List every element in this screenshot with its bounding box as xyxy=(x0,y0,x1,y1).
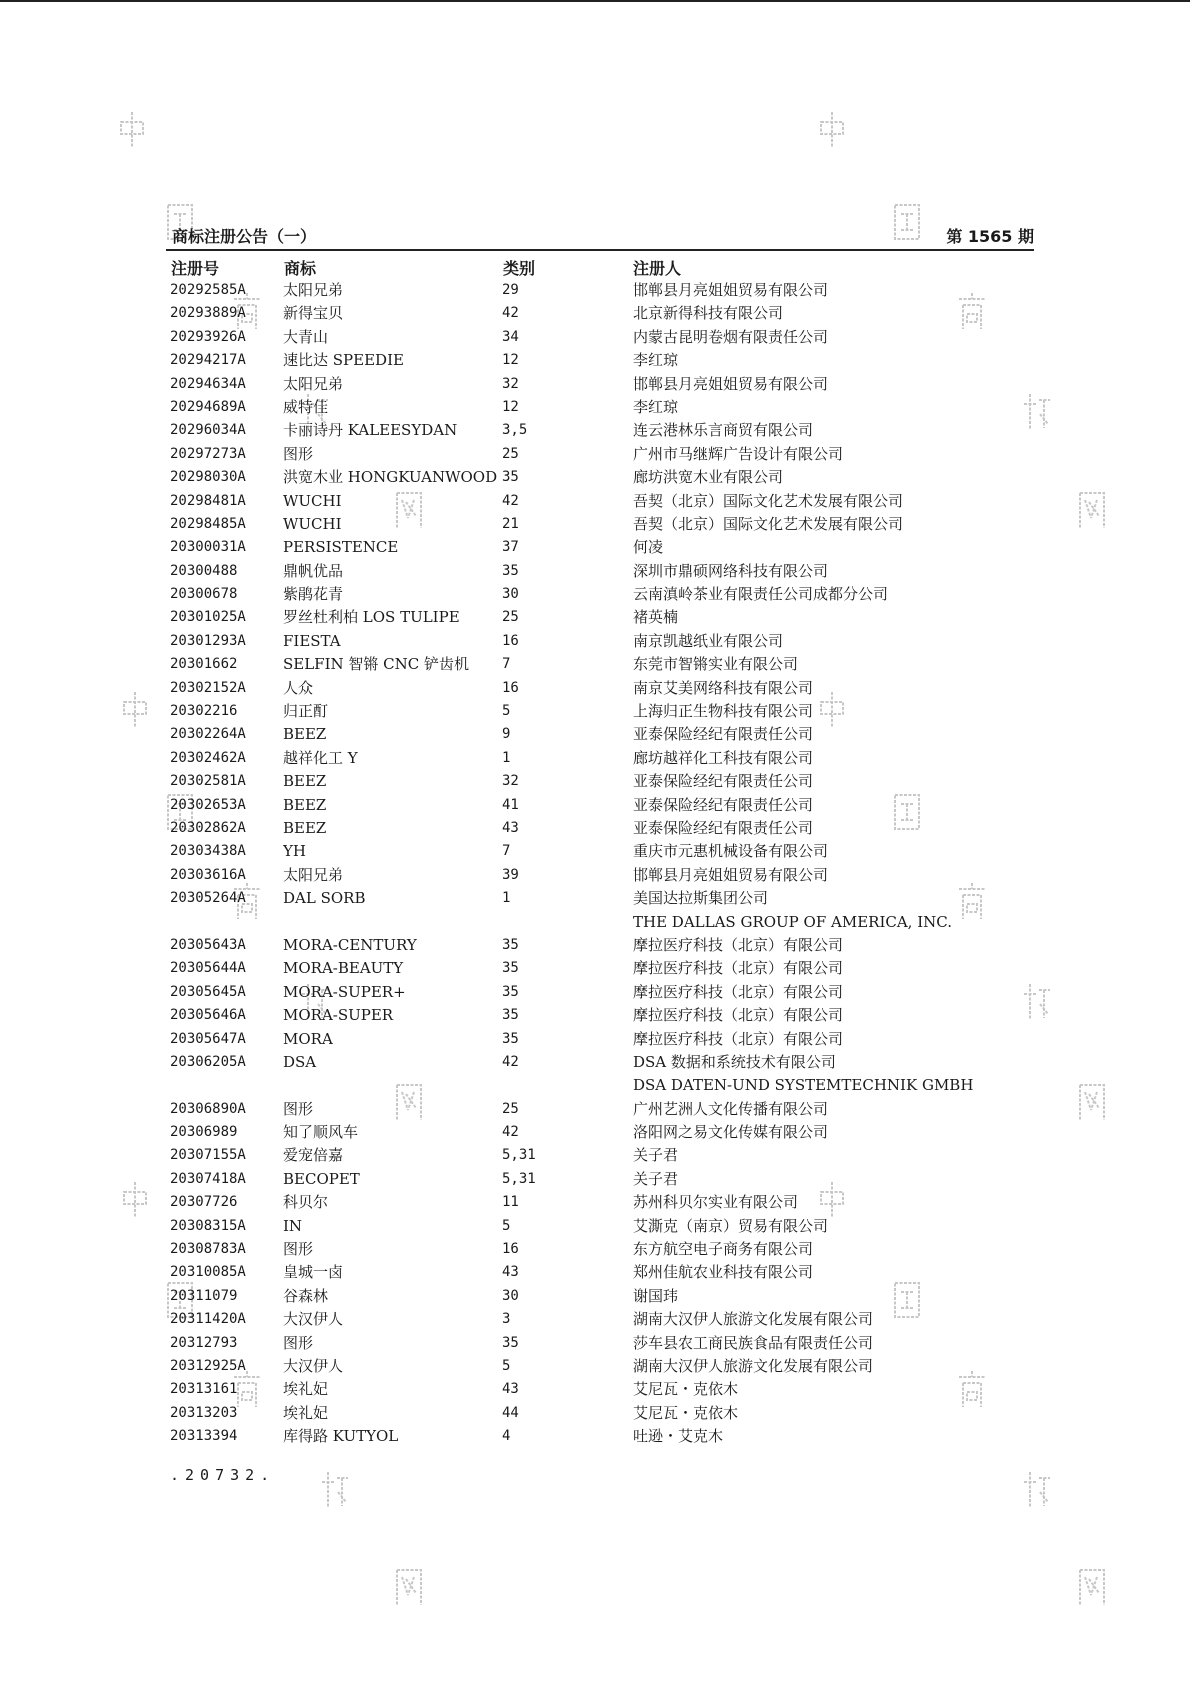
table-row xyxy=(170,957,1034,980)
registration-number: 20302462A xyxy=(170,749,246,766)
trademark-name: 越祥化工 Y xyxy=(283,748,358,767)
trademark-class: 5 xyxy=(502,703,511,720)
registration-number: 20302264A xyxy=(170,726,246,743)
trademark-class: 1 xyxy=(502,890,511,907)
table-row xyxy=(170,1402,1034,1425)
registration-number: 20300031A xyxy=(170,539,246,556)
trademark-class: 35 xyxy=(502,562,519,579)
trademark-name: MORA-BEAUTY xyxy=(283,959,404,978)
trademark-name: 皇城一卤 xyxy=(283,1263,344,1282)
table-row xyxy=(170,1238,1034,1261)
registrant-name: 广州市马继辉广告设计有限公司 xyxy=(633,444,844,463)
trademark-class: 35 xyxy=(502,1007,519,1024)
registration-number: 20293889A xyxy=(170,305,246,322)
registration-number: 20300678 xyxy=(170,586,238,603)
trademark-name: IN xyxy=(283,1216,303,1235)
column-header-class: 类别 xyxy=(503,259,536,278)
trademark-class: 44 xyxy=(502,1404,519,1421)
trademark-class: 21 xyxy=(502,515,519,532)
registration-number: 20311079 xyxy=(170,1287,238,1304)
registration-number: 20313203 xyxy=(170,1404,238,1421)
registrant-name: 郑州佳航农业科技有限公司 xyxy=(633,1263,814,1282)
trademark-class: 35 xyxy=(502,983,519,1000)
registrant-name: 摩拉医疗科技（北京）有限公司 xyxy=(633,982,844,1001)
trademark-class: 30 xyxy=(502,586,519,603)
trademark-class: 35 xyxy=(502,936,519,953)
registrant-name: 吐逊・艾克木 xyxy=(633,1427,724,1446)
trademark-name: 大汉伊人 xyxy=(283,1310,344,1329)
column-header-number: 注册号 xyxy=(171,259,220,278)
registration-number: 20294634A xyxy=(170,375,246,392)
table-row xyxy=(170,723,1034,746)
registration-number: 20306989 xyxy=(170,1124,238,1141)
trademark-class: 5,31 xyxy=(502,1170,536,1187)
registrant-name: 邯郸县月亮姐姐贸易有限公司 xyxy=(633,374,829,393)
trademark-class: 3 xyxy=(502,1311,511,1328)
trademark-class: 25 xyxy=(502,1100,519,1117)
trademark-class: 16 xyxy=(502,632,519,649)
trademark-class: 32 xyxy=(502,375,519,392)
trademark-class: 35 xyxy=(502,1334,519,1351)
trademark-name: 埃礼妃 xyxy=(283,1380,329,1399)
trademark-class: 30 xyxy=(502,1287,519,1304)
biao-watermark-icon xyxy=(1020,1468,1054,1512)
registrant-name: 亚泰保险经纪有限责任公司 xyxy=(633,772,814,791)
table-row xyxy=(170,302,1034,325)
registrant-name: 亚泰保险经纪有限责任公司 xyxy=(633,725,814,744)
page-number: .20732. xyxy=(170,1466,276,1484)
registrant-name: 内蒙古昆明卷烟有限责任公司 xyxy=(633,327,829,346)
table-row xyxy=(170,911,1034,934)
zhong-watermark-icon xyxy=(118,1178,152,1222)
registrant-name: THE DALLAS GROUP OF AMERICA, INC. xyxy=(633,912,952,931)
registration-number: 20292585A xyxy=(170,282,246,298)
trademark-class: 43 xyxy=(502,819,519,836)
registrant-name: 湖南大汉伊人旅游文化发展有限公司 xyxy=(633,1310,874,1329)
trademark-class: 9 xyxy=(502,726,511,743)
registration-number: 20297273A xyxy=(170,445,246,462)
registrant-name: 吾契（北京）国际文化艺术发展有限公司 xyxy=(633,514,904,533)
issue-number: 第 1565 期 xyxy=(946,227,1034,246)
registration-number: 20298481A xyxy=(170,492,246,509)
trademark-name: 库得路 KUTYOL xyxy=(283,1427,399,1446)
trademark-name: PERSISTENCE xyxy=(283,538,399,557)
trademark-class: 5 xyxy=(502,1217,511,1234)
trademark-class: 16 xyxy=(502,1241,519,1258)
trademark-name: SELFIN 智锵 CNC 铲齿机 xyxy=(283,655,470,674)
trademark-name: 洪宽木业 HONGKUANWOOD xyxy=(283,468,498,487)
registration-number: 20305644A xyxy=(170,960,246,977)
registrant-name: 关子君 xyxy=(633,1169,679,1188)
trademark-name: 谷森林 xyxy=(283,1286,329,1305)
registrant-name: 李红琼 xyxy=(633,351,679,370)
table-row xyxy=(170,1074,1034,1097)
table-row xyxy=(170,373,1034,396)
trademark-class: 39 xyxy=(502,866,519,883)
registrant-name: 摩拉医疗科技（北京）有限公司 xyxy=(633,1029,844,1048)
registrant-name: 重庆市元惠机械设备有限公司 xyxy=(633,842,829,861)
registrant-name: 美国达拉斯集团公司 xyxy=(633,889,769,908)
trademark-name: 埃礼妃 xyxy=(283,1403,329,1422)
trademark-name: WUCHI xyxy=(283,514,342,533)
trademark-class: 43 xyxy=(502,1264,519,1281)
wang-watermark-icon xyxy=(1075,1080,1109,1124)
header-rule xyxy=(166,249,1034,251)
registration-number: 20305646A xyxy=(170,1007,246,1024)
registration-number: 20305643A xyxy=(170,936,246,953)
page-header xyxy=(170,222,1034,250)
registrant-name: 东莞市智锵实业有限公司 xyxy=(633,655,799,674)
trademark-name: 鼎帆优品 xyxy=(283,561,344,580)
registrant-name: 亚泰保险经纪有限责任公司 xyxy=(633,818,814,837)
registration-number: 20307155A xyxy=(170,1147,246,1164)
registration-number: 20300488 xyxy=(170,562,238,579)
table-row xyxy=(170,536,1034,559)
table-row xyxy=(170,653,1034,676)
registrant-name: 褚英楠 xyxy=(633,608,679,627)
table-row xyxy=(170,700,1034,723)
trademark-class: 34 xyxy=(502,328,519,345)
trademark-class: 12 xyxy=(502,352,519,369)
trademark-name: BEEZ xyxy=(283,772,327,791)
trademark-name: BEEZ xyxy=(283,795,327,814)
trademark-class: 29 xyxy=(502,282,519,298)
trademark-name: 图形 xyxy=(283,1099,314,1118)
registration-number: 20302216 xyxy=(170,703,238,720)
zhong-watermark-icon xyxy=(118,688,152,732)
registrant-name: 艾尼瓦・克依木 xyxy=(633,1403,739,1422)
table-row xyxy=(170,1004,1034,1027)
top-border xyxy=(0,0,1190,2)
registration-number: 20294689A xyxy=(170,398,246,415)
trademark-name: MORA-CENTURY xyxy=(283,935,417,954)
registrant-name: 南京艾美网络科技有限公司 xyxy=(633,678,814,697)
trademark-name: 威特佳 xyxy=(283,397,329,416)
registrant-name: DSA 数据和系统技术有限公司 xyxy=(633,1052,836,1071)
registration-number: 20305647A xyxy=(170,1030,246,1047)
registrant-name: 莎车县农工商民族食品有限责任公司 xyxy=(633,1333,874,1352)
registration-number: 20294217A xyxy=(170,352,246,369)
table-row xyxy=(170,1261,1034,1284)
trademark-class: 43 xyxy=(502,1381,519,1398)
trademark-class: 35 xyxy=(502,469,519,486)
registrant-name: 何凌 xyxy=(633,538,664,557)
trademark-class: 1 xyxy=(502,749,511,766)
registration-number: 20308783A xyxy=(170,1241,246,1258)
trademark-name: 大青山 xyxy=(283,327,329,346)
trademark-name: 归正酊 xyxy=(283,702,329,721)
table-row xyxy=(170,1098,1034,1121)
trademark-name: DAL SORB xyxy=(283,889,366,908)
trademark-name: 罗丝杜利柏 LOS TULIPE xyxy=(283,608,460,627)
registration-number: 20301293A xyxy=(170,632,246,649)
table-row xyxy=(170,466,1034,489)
table-row xyxy=(170,513,1034,536)
trademark-class: 12 xyxy=(502,398,519,415)
zhong-watermark-icon xyxy=(115,108,149,152)
zhong-watermark-icon xyxy=(815,108,849,152)
registrant-name: 亚泰保险经纪有限责任公司 xyxy=(633,795,814,814)
registration-number: 20312793 xyxy=(170,1334,238,1351)
registration-number: 20302653A xyxy=(170,796,246,813)
trademark-name: 图形 xyxy=(283,1240,314,1259)
trademark-name: 紫鹃花青 xyxy=(283,585,344,604)
table-row xyxy=(170,606,1034,629)
registrant-name: 深圳市鼎硕网络科技有限公司 xyxy=(633,561,829,580)
registration-table xyxy=(170,279,1034,1449)
table-row xyxy=(170,1425,1034,1448)
registration-number: 20307418A xyxy=(170,1170,246,1187)
registration-number: 20312925A xyxy=(170,1357,246,1374)
table-row xyxy=(170,1168,1034,1191)
table-row xyxy=(170,1332,1034,1355)
registration-number: 20305264A xyxy=(170,890,246,907)
trademark-name: 知了顺风车 xyxy=(283,1123,359,1142)
trademark-name: YH xyxy=(283,842,306,861)
column-header-mark: 商标 xyxy=(284,259,317,278)
table-row xyxy=(170,770,1034,793)
table-row xyxy=(170,1191,1034,1214)
registration-number: 20311420A xyxy=(170,1311,246,1328)
trademark-name: WUCHI xyxy=(283,491,342,510)
table-row xyxy=(170,747,1034,770)
table-row xyxy=(170,677,1034,700)
table-row xyxy=(170,981,1034,1004)
table-row xyxy=(170,864,1034,887)
trademark-class: 11 xyxy=(502,1194,519,1211)
trademark-name: FIESTA xyxy=(283,631,341,650)
column-header-registrant: 注册人 xyxy=(633,259,682,278)
table-row xyxy=(170,630,1034,653)
table-row xyxy=(170,1144,1034,1167)
registration-number: 20303616A xyxy=(170,866,246,883)
registrant-name: 廊坊越祥化工科技有限公司 xyxy=(633,748,814,767)
registration-number: 20313161 xyxy=(170,1381,238,1398)
trademark-class: 42 xyxy=(502,1124,519,1141)
registration-number: 20296034A xyxy=(170,422,246,439)
wang-watermark-icon xyxy=(1075,488,1109,532)
registration-number: 20298030A xyxy=(170,469,246,486)
registration-number: 20303438A xyxy=(170,843,246,860)
registrant-name: 廊坊洪宽木业有限公司 xyxy=(633,468,784,487)
trademark-class: 42 xyxy=(502,492,519,509)
table-row xyxy=(170,1028,1034,1051)
table-row xyxy=(170,934,1034,957)
table-row xyxy=(170,794,1034,817)
table-row xyxy=(170,279,1034,302)
registrant-name: 艾尼瓦・克依木 xyxy=(633,1380,739,1399)
table-row xyxy=(170,887,1034,910)
trademark-name: 太阳兄弟 xyxy=(283,374,344,393)
registrant-name: 北京新得科技有限公司 xyxy=(633,304,784,323)
trademark-class: 16 xyxy=(502,679,519,696)
wang-watermark-icon xyxy=(1075,1565,1109,1609)
trademark-name: 速比达 SPEEDIE xyxy=(283,351,404,370)
registrant-name: 李红琼 xyxy=(633,397,679,416)
registration-number: 20310085A xyxy=(170,1264,246,1281)
table-row xyxy=(170,396,1034,419)
trademark-class: 3,5 xyxy=(502,422,528,439)
biao-watermark-icon xyxy=(318,1468,352,1512)
registrant-name: 洛阳网之易文化传媒有限公司 xyxy=(633,1123,829,1142)
table-row xyxy=(170,560,1034,583)
trademark-name: BEEZ xyxy=(283,818,327,837)
trademark-name: 图形 xyxy=(283,1333,314,1352)
trademark-class: 35 xyxy=(502,1030,519,1047)
table-row xyxy=(170,1051,1034,1074)
trademark-class: 42 xyxy=(502,305,519,322)
table-row xyxy=(170,1121,1034,1144)
trademark-name: 卡丽诗丹 KALEESYDAN xyxy=(283,421,458,440)
table-row xyxy=(170,1355,1034,1378)
trademark-class: 25 xyxy=(502,445,519,462)
bulletin-title: 商标注册公告（一） xyxy=(172,227,317,246)
trademark-class: 5,31 xyxy=(502,1147,536,1164)
table-row xyxy=(170,419,1034,442)
trademark-class: 35 xyxy=(502,960,519,977)
trademark-class: 32 xyxy=(502,773,519,790)
trademark-class: 7 xyxy=(502,656,511,673)
table-row xyxy=(170,490,1034,513)
trademark-class: 4 xyxy=(502,1428,511,1445)
trademark-name: 图形 xyxy=(283,444,314,463)
table-row xyxy=(170,349,1034,372)
registrant-name: 邯郸县月亮姐姐贸易有限公司 xyxy=(633,281,829,299)
registrant-name: 摩拉医疗科技（北京）有限公司 xyxy=(633,959,844,978)
trademark-name: DSA xyxy=(283,1052,317,1071)
table-row xyxy=(170,1378,1034,1401)
registrant-name: 谢国玮 xyxy=(633,1286,679,1305)
trademark-name: BECOPET xyxy=(283,1169,360,1188)
registration-number: 20302862A xyxy=(170,819,246,836)
registration-number: 20298485A xyxy=(170,515,246,532)
table-row xyxy=(170,326,1034,349)
trademark-name: MORA-SUPER+ xyxy=(283,982,406,1001)
registrant-name: 湖南大汉伊人旅游文化发展有限公司 xyxy=(633,1356,874,1375)
table-row xyxy=(170,583,1034,606)
registrant-name: 广州艺洲人文化传播有限公司 xyxy=(633,1099,829,1118)
trademark-name: 科贝尔 xyxy=(283,1193,329,1212)
registration-number: 20302581A xyxy=(170,773,246,790)
table-row xyxy=(170,1215,1034,1238)
registrant-name: 关子君 xyxy=(633,1146,679,1165)
trademark-name: 新得宝贝 xyxy=(283,304,344,323)
trademark-class: 25 xyxy=(502,609,519,626)
registration-number: 20313394 xyxy=(170,1428,238,1445)
registrant-name: 邯郸县月亮姐姐贸易有限公司 xyxy=(633,865,829,884)
registration-number: 20301662 xyxy=(170,656,238,673)
registrant-name: 上海归正生物科技有限公司 xyxy=(633,702,814,721)
registration-number: 20302152A xyxy=(170,679,246,696)
trademark-name: 太阳兄弟 xyxy=(283,281,344,299)
trademark-name: 人众 xyxy=(283,678,314,697)
registrant-name: 连云港林乐言商贸有限公司 xyxy=(633,421,814,440)
table-row xyxy=(170,443,1034,466)
trademark-class: 42 xyxy=(502,1053,519,1070)
trademark-name: 大汉伊人 xyxy=(283,1356,344,1375)
registration-number: 20293926A xyxy=(170,328,246,345)
trademark-name: BEEZ xyxy=(283,725,327,744)
registrant-name: 艾澌克（南京）贸易有限公司 xyxy=(633,1216,829,1235)
registration-number: 20308315A xyxy=(170,1217,246,1234)
trademark-class: 41 xyxy=(502,796,519,813)
registrant-name: 东方航空电子商务有限公司 xyxy=(633,1240,814,1259)
registration-number: 20301025A xyxy=(170,609,246,626)
trademark-name: MORA xyxy=(283,1029,333,1048)
table-row xyxy=(170,817,1034,840)
registrant-name: 云南滇岭茶业有限责任公司成都分公司 xyxy=(633,585,889,604)
registrant-name: 摩拉医疗科技（北京）有限公司 xyxy=(633,1006,844,1025)
table-row xyxy=(170,1285,1034,1308)
registrant-name: 摩拉医疗科技（北京）有限公司 xyxy=(633,935,844,954)
registrant-name: DSA DATEN-UND SYSTEMTECHNIK GMBH xyxy=(633,1076,974,1095)
registrant-name: 吾契（北京）国际文化艺术发展有限公司 xyxy=(633,491,904,510)
table-row xyxy=(170,1308,1034,1331)
trademark-name: 太阳兄弟 xyxy=(283,865,344,884)
trademark-class: 5 xyxy=(502,1357,511,1374)
registrant-name: 苏州科贝尔实业有限公司 xyxy=(633,1193,799,1212)
registration-number: 20307726 xyxy=(170,1194,238,1211)
table-row xyxy=(170,840,1034,863)
trademark-class: 7 xyxy=(502,843,511,860)
registration-number: 20305645A xyxy=(170,983,246,1000)
registration-number: 20306890A xyxy=(170,1100,246,1117)
trademark-name: MORA-SUPER xyxy=(283,1006,394,1025)
wang-watermark-icon xyxy=(392,1565,426,1609)
registrant-name: 南京凯越纸业有限公司 xyxy=(633,631,784,650)
registration-number: 20306205A xyxy=(170,1053,246,1070)
trademark-class: 37 xyxy=(502,539,519,556)
trademark-name: 爱宠倍嘉 xyxy=(283,1146,344,1165)
